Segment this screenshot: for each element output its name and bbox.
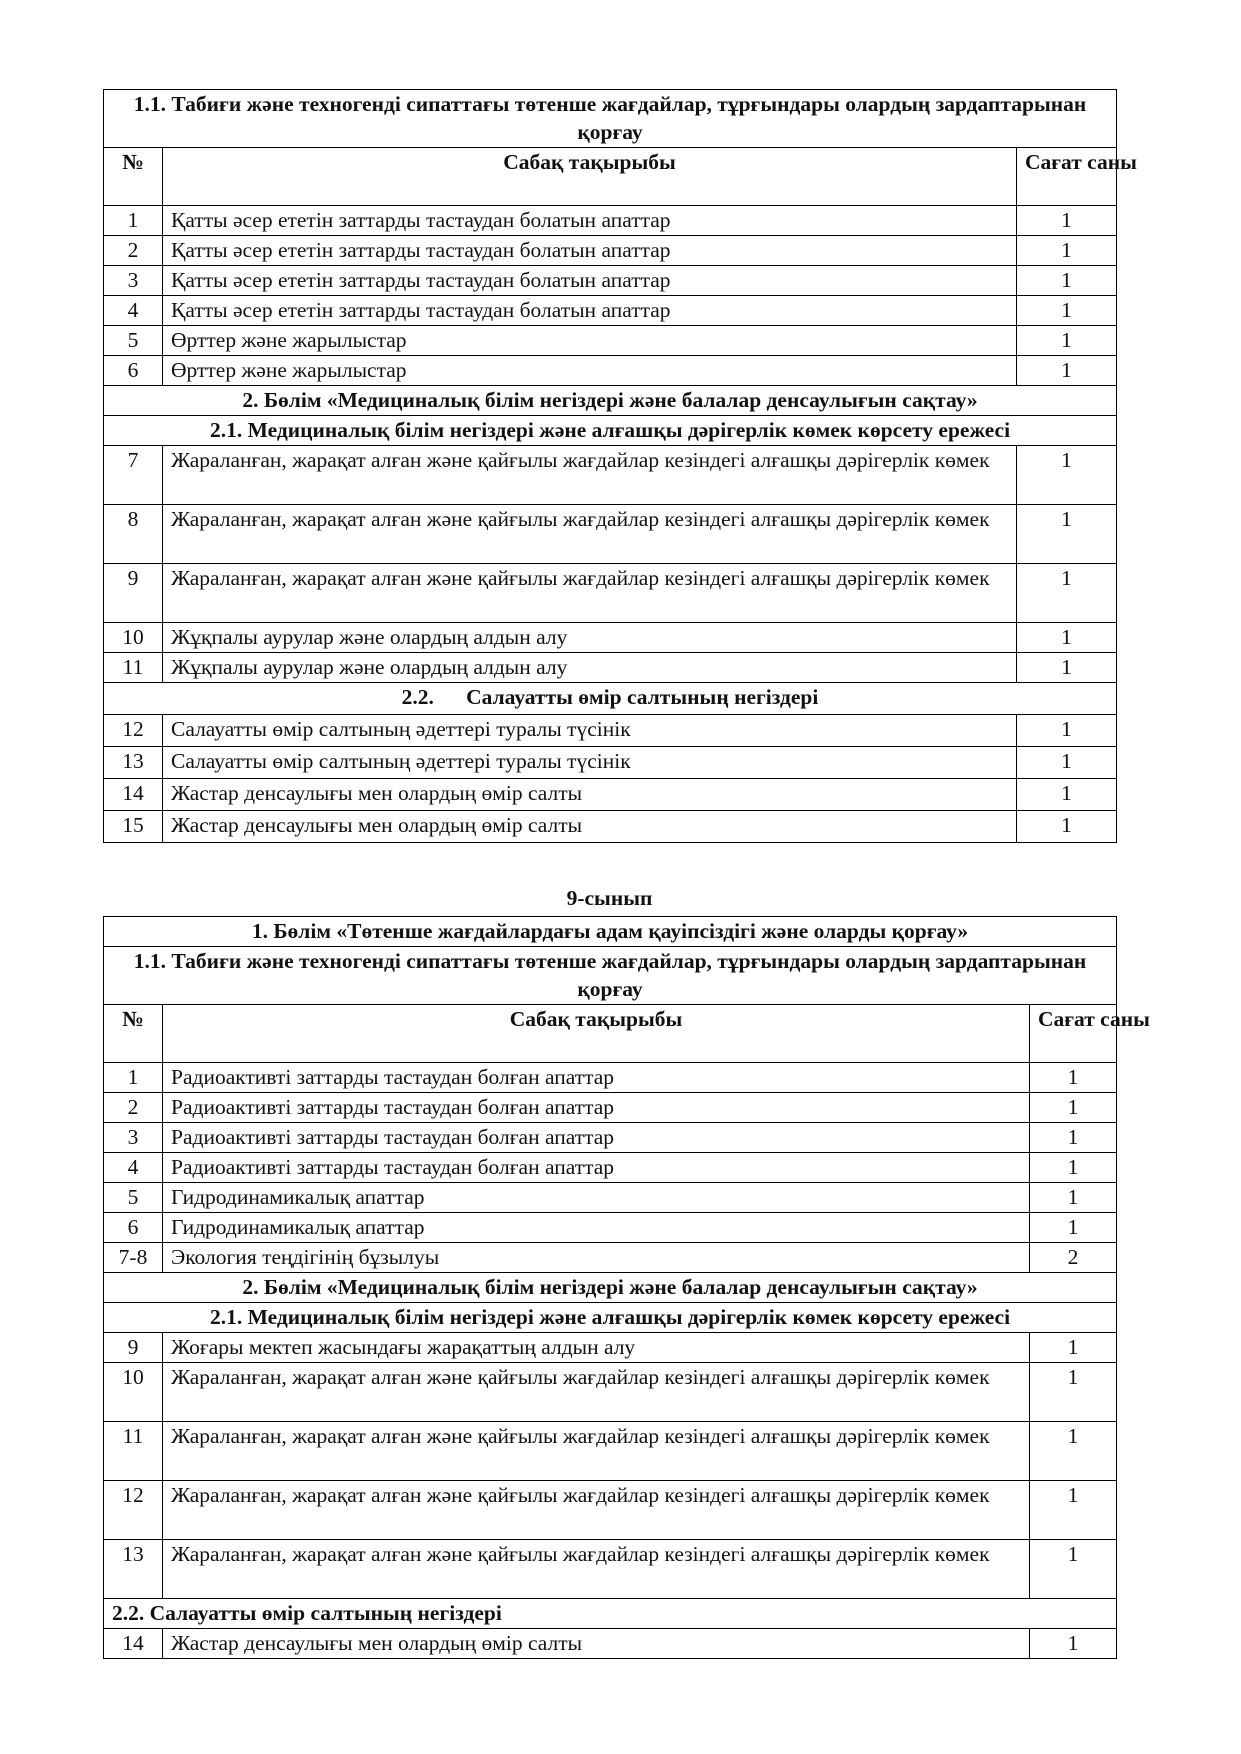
row-hours: 1 xyxy=(1030,1363,1117,1422)
row-topic: Жараланған, жарақат алған және қайғылы жағдайлар кезіндегі алғашқы дәрігерлік көмек xyxy=(163,446,1017,505)
row-topic: Қатты әсер ететін заттарды тастаудан болатын апаттар xyxy=(163,296,1017,326)
section-row xyxy=(104,1599,1117,1629)
row-number: 2 xyxy=(104,1093,163,1123)
row-number: 8 xyxy=(104,505,163,564)
row-topic: Салауатты өмір салтының әдеттері туралы түсінік xyxy=(163,715,1017,747)
row-topic: Қатты әсер ететін заттарды тастаудан болатын апаттар xyxy=(163,266,1017,296)
row-hours: 1 xyxy=(1030,1540,1117,1599)
row-number: 10 xyxy=(104,623,163,653)
row-number: 14 xyxy=(104,779,163,811)
row-hours: 1 xyxy=(1017,779,1117,811)
row-number: 7 xyxy=(104,446,163,505)
table-row xyxy=(104,623,1117,653)
row-topic: Жараланған, жарақат алған және қайғылы жағдайлар кезіндегі алғашқы дәрігерлік көмек xyxy=(163,564,1017,623)
table-row xyxy=(104,505,1117,564)
row-topic: Қатты әсер ететін заттарды тастаудан болатын апаттар xyxy=(163,206,1017,236)
row-topic: Жоғары мектеп жасындағы жарақаттың алдын алу xyxy=(163,1333,1030,1363)
row-topic: Радиоактивті заттарды тастаудан болған апаттар xyxy=(163,1123,1030,1153)
table-row xyxy=(104,564,1117,623)
row-hours: 1 xyxy=(1017,564,1117,623)
row-number: 4 xyxy=(104,296,163,326)
row-number: 6 xyxy=(104,1213,163,1243)
section-row xyxy=(104,917,1117,947)
row-topic: Жұқпалы аурулар және олардың алдын алу xyxy=(163,653,1017,683)
row-hours: 1 xyxy=(1030,1422,1117,1481)
section-title: 2. Бөлім «Медициналық білім негіздері және балалар денсаулығын сақтау» xyxy=(104,386,1117,416)
row-number: 15 xyxy=(104,811,163,843)
table-row xyxy=(104,1243,1117,1273)
section-title: 2.1. Медициналық білім негіздері және алғашқы дәрігерлік көмек көрсету ережесі xyxy=(104,416,1117,446)
table-row xyxy=(104,715,1117,747)
row-topic: Жараланған, жарақат алған және қайғылы жағдайлар кезіндегі алғашқы дәрігерлік көмек xyxy=(163,1422,1030,1481)
table-row xyxy=(104,1333,1117,1363)
row-number: 14 xyxy=(104,1629,163,1659)
row-hours: 1 xyxy=(1017,505,1117,564)
section-title: 2.2. Салауатты өмір салтының негіздері xyxy=(104,1599,1117,1629)
row-topic: Радиоактивті заттарды тастаудан болған апаттар xyxy=(163,1153,1030,1183)
section-row xyxy=(104,1273,1117,1303)
table-row xyxy=(104,1213,1117,1243)
row-number: 7-8 xyxy=(104,1243,163,1273)
section-row xyxy=(104,1303,1117,1333)
row-hours: 1 xyxy=(1030,1333,1117,1363)
table-row xyxy=(104,779,1117,811)
table-row xyxy=(104,266,1117,296)
row-topic: Қатты әсер ететін заттарды тастаудан болатын апаттар xyxy=(163,236,1017,266)
table-row xyxy=(104,296,1117,326)
section-row xyxy=(104,683,1117,715)
row-hours: 1 xyxy=(1017,653,1117,683)
section-title: 1.1. Табиғи және техногенді сипаттағы төтенше жағдайлар, тұрғындары олардың зардаптарынан қорғау xyxy=(104,947,1117,1005)
header-hours: Сағат саны xyxy=(1017,148,1117,206)
row-topic: Жараланған, жарақат алған және қайғылы жағдайлар кезіндегі алғашқы дәрігерлік көмек xyxy=(163,505,1017,564)
row-hours: 1 xyxy=(1017,266,1117,296)
table-row xyxy=(104,356,1117,386)
row-hours: 1 xyxy=(1017,747,1117,779)
row-hours: 1 xyxy=(1017,715,1117,747)
row-number: 2 xyxy=(104,236,163,266)
row-number: 11 xyxy=(104,1422,163,1481)
row-number: 1 xyxy=(104,1063,163,1093)
row-number: 5 xyxy=(104,1183,163,1213)
section-title: 2.1. Медициналық білім негіздері және алғашқы дәрігерлік көмек көрсету ережесі xyxy=(104,1303,1117,1333)
row-hours: 1 xyxy=(1017,356,1117,386)
row-topic: Өрттер және жарылыстар xyxy=(163,326,1017,356)
row-hours: 1 xyxy=(1030,1123,1117,1153)
section-row xyxy=(104,947,1117,1005)
section-title: 1. Бөлім «Төтенше жағдайлардағы адам қауіпсіздігі және оларды қорғау» xyxy=(104,917,1117,947)
table-row xyxy=(104,811,1117,843)
table-row xyxy=(104,1123,1117,1153)
section-title: 2. Бөлім «Медициналық білім негіздері және балалар денсаулығын сақтау» xyxy=(104,1273,1117,1303)
row-topic: Радиоактивті заттарды тастаудан болған апаттар xyxy=(163,1063,1030,1093)
section-row xyxy=(104,90,1117,148)
table-row xyxy=(104,236,1117,266)
row-hours: 1 xyxy=(1017,326,1117,356)
row-hours: 1 xyxy=(1017,446,1117,505)
row-number: 5 xyxy=(104,326,163,356)
row-number: 9 xyxy=(104,564,163,623)
section-row xyxy=(104,386,1117,416)
row-topic: Экология теңдігінің бұзылуы xyxy=(163,1243,1030,1273)
row-number: 13 xyxy=(104,747,163,779)
row-hours: 1 xyxy=(1017,296,1117,326)
row-topic: Жастар денсаулығы мен олардың өмір салты xyxy=(163,1629,1030,1659)
curriculum-table-2 xyxy=(103,916,1150,1659)
row-hours: 1 xyxy=(1017,811,1117,843)
row-hours: 2 xyxy=(1030,1243,1117,1273)
row-number: 3 xyxy=(104,1123,163,1153)
table-row xyxy=(104,1093,1117,1123)
section-title: 1.1. Табиғи және техногенді сипаттағы төтенше жағдайлар, тұрғындары олардың зардаптарынан қорғау xyxy=(104,90,1117,148)
row-hours: 1 xyxy=(1017,623,1117,653)
table-row xyxy=(104,446,1117,505)
row-number: 3 xyxy=(104,266,163,296)
curriculum-table-1 xyxy=(103,89,1137,843)
row-hours: 1 xyxy=(1030,1183,1117,1213)
row-topic: Гидродинамикалық апаттар xyxy=(163,1183,1030,1213)
row-topic: Салауатты өмір салтының әдеттері туралы түсінік xyxy=(163,747,1017,779)
row-number: 9 xyxy=(104,1333,163,1363)
row-topic: Гидродинамикалық апаттар xyxy=(163,1213,1030,1243)
row-number: 12 xyxy=(104,715,163,747)
row-hours: 1 xyxy=(1030,1063,1117,1093)
table-row xyxy=(104,653,1117,683)
table-row xyxy=(104,1063,1117,1093)
row-number: 11 xyxy=(104,653,163,683)
header-number: № xyxy=(104,1005,163,1063)
row-hours: 1 xyxy=(1017,206,1117,236)
table-header-row xyxy=(104,1005,1117,1063)
row-number: 4 xyxy=(104,1153,163,1183)
table-row xyxy=(104,1363,1117,1422)
section-title: 2.2. Салауатты өмір салтының негіздері xyxy=(104,683,1117,715)
row-topic: Өрттер және жарылыстар xyxy=(163,356,1017,386)
table-row xyxy=(104,1422,1117,1481)
row-topic: Жараланған, жарақат алған және қайғылы жағдайлар кезіндегі алғашқы дәрігерлік көмек xyxy=(163,1481,1030,1540)
row-number: 10 xyxy=(104,1363,163,1422)
row-number: 1 xyxy=(104,206,163,236)
row-hours: 1 xyxy=(1030,1093,1117,1123)
row-number: 12 xyxy=(104,1481,163,1540)
table-header-row xyxy=(104,148,1117,206)
table-row xyxy=(104,747,1117,779)
row-topic: Жараланған, жарақат алған және қайғылы жағдайлар кезіндегі алғашқы дәрігерлік көмек xyxy=(163,1540,1030,1599)
table-row xyxy=(104,326,1117,356)
header-topic: Сабақ тақырыбы xyxy=(163,148,1017,206)
row-topic: Жастар денсаулығы мен олардың өмір салты xyxy=(163,811,1017,843)
row-topic: Радиоактивті заттарды тастаудан болған апаттар xyxy=(163,1093,1030,1123)
row-number: 13 xyxy=(104,1540,163,1599)
table-row xyxy=(104,1540,1117,1599)
row-topic: Жұқпалы аурулар және олардың алдын алу xyxy=(163,623,1017,653)
header-hours: Сағат саны xyxy=(1030,1005,1117,1063)
table-row xyxy=(104,1481,1117,1540)
grade-heading: 9-сынып xyxy=(566,886,653,910)
row-hours: 1 xyxy=(1030,1213,1117,1243)
row-hours: 1 xyxy=(1017,236,1117,266)
table-row xyxy=(104,1629,1117,1659)
table-row xyxy=(104,1153,1117,1183)
table-row xyxy=(104,206,1117,236)
row-hours: 1 xyxy=(1030,1481,1117,1540)
row-topic: Жастар денсаулығы мен олардың өмір салты xyxy=(163,779,1017,811)
row-topic: Жараланған, жарақат алған және қайғылы жағдайлар кезіндегі алғашқы дәрігерлік көмек xyxy=(163,1363,1030,1422)
table-row xyxy=(104,1183,1117,1213)
header-number: № xyxy=(104,148,163,206)
row-number: 6 xyxy=(104,356,163,386)
section-row xyxy=(104,416,1117,446)
header-topic: Сабақ тақырыбы xyxy=(163,1005,1030,1063)
row-hours: 1 xyxy=(1030,1629,1117,1659)
row-hours: 1 xyxy=(1030,1153,1117,1183)
